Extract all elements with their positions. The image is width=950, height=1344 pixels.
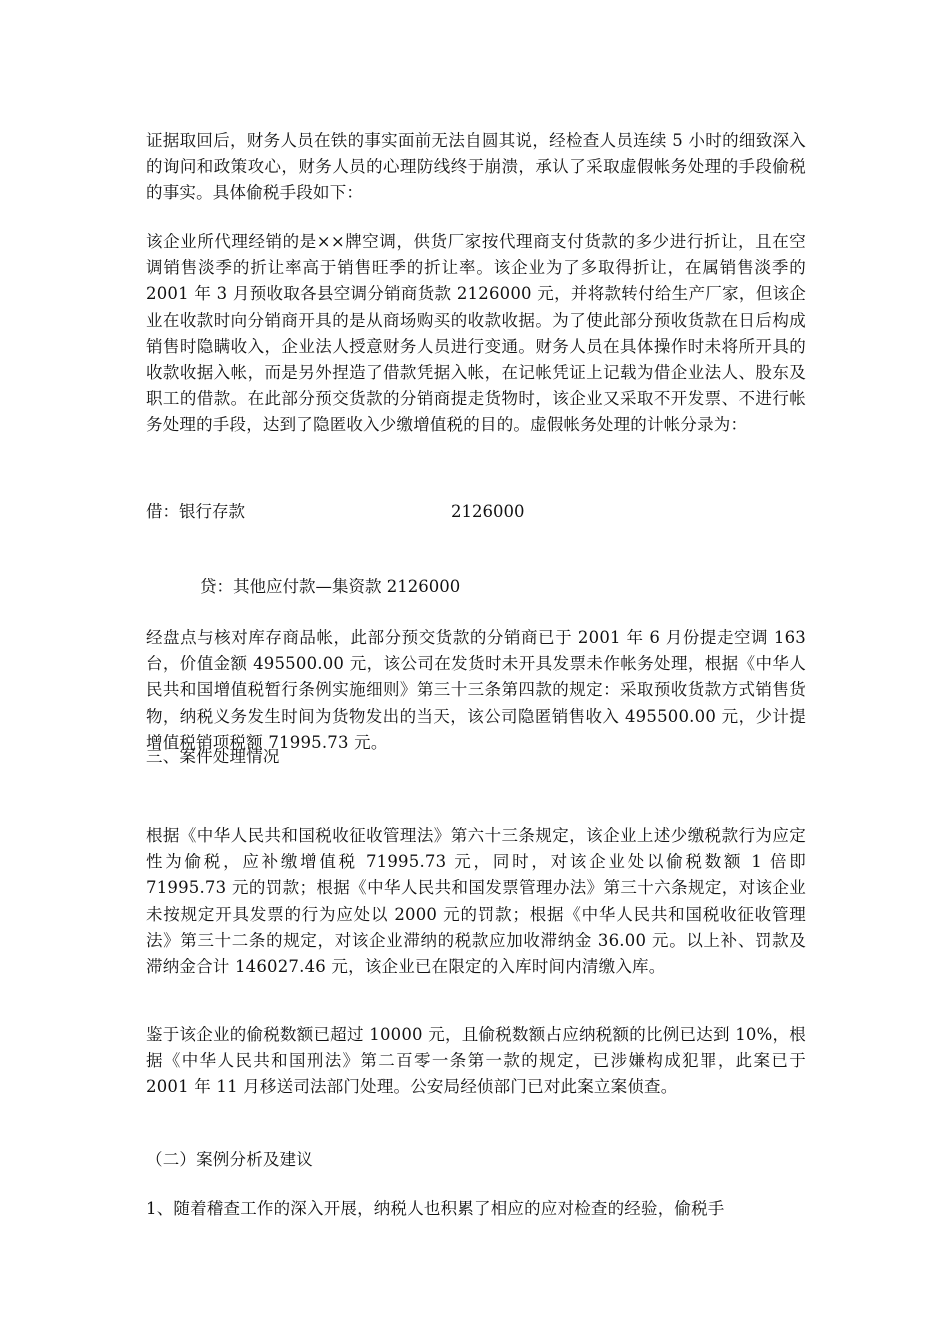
paragraph-penalties: 根据《中华人民共和国税收征收管理法》第六十三条规定，该企业上述少缴税款行为应定性为偷税，应补缴增值税 71995.73 元，同时，对该企业处以偷税数额 1 倍即 71995.73 元的罚款；根据《中华人民共和国发票管理办法》第三十六条规定，对该企业未按规定开具发票的行为应处以 2000 元的罚款；根据《中华人民共和国税收征收管理法》第三十二条的规定，对该企业滞纳的税款应加收滞纳金 36.00 元。以上补、罚款及滞纳金合计 146027.46 元，该企业已在限定的入库时间内清缴入库。 xyxy=(146,826,806,977)
journal-debit-entry: 借：银行存款 xyxy=(146,502,245,521)
journal-credit-entry: 贷：其他应付款—集资款 2126000 xyxy=(200,577,461,596)
journal-debit-amount: 2126000 xyxy=(451,502,525,521)
section-heading-case-analysis: （二）案例分析及建议 xyxy=(146,1150,313,1169)
paragraph-criminal-referral: 鉴于该企业的偷税数额已超过 10000 元，且偷税数额占应纳税额的比例已达到 10%，根据《中华人民共和国刑法》第二百零一条第一款的规定，已涉嫌构成犯罪，此案已于 2001 年 11 月移送司法部门处理。公安局经侦部门已对此案立案侦查。 xyxy=(146,1025,806,1097)
paragraph-inventory-check: 经盘点与核对库存商品帐，此部分预交货款的分销商已于 2001 年 6 月份提走空调 163 台，价值金额 495500.00 元，该公司在发货时未开具发票未作帐务处理，根据《中华人民共和国增值税暂行条例实施细则》第三十三条第四款的规定：采取预收货款方式销售货物，纳税义务发生时间为货物发出的当天，该公司隐匿销售收入 495500.00 元，少计提增值税销项税额 71995.73 元。 xyxy=(146,628,806,752)
paragraph-evasion-method: 该企业所代理经销的是××牌空调，供货厂家按代理商支付货款的多少进行折让，且在空调销售淡季的折让率高于销售旺季的折让率。该企业为了多取得折让，在属销售淡季的 2001 年 3 月预收取各县空调分销商货款 2126000 元，并将款转付给生产厂家，但该企业在收款时向分销商开具的是从商场购买的收款收据。为了使此部分预收货款在日后构成销售时隐瞒收入，企业法人授意财务人员进行变通。财务人员在具体操作时未将所开具的收款收据入帐，而是另外捏造了借款凭据入帐，在记帐凭证上记载为借企业法人、股东及职工的借款。在此部分预交货款的分销商提走货物时，该企业又采取不开发票、不进行帐务处理的手段，达到了隐匿收入少缴增值税的目的。虚假帐务处理的计帐分录为： xyxy=(146,232,806,435)
paragraph-evidence-confession: 证据取回后，财务人员在铁的事实面前无法自圆其说，经检查人员连续 5 小时的细致深入的询问和政策攻心，财务人员的心理防线终于崩溃，承认了采取虚假帐务处理的手段偷税的事实。具体偷税手段如下： xyxy=(146,131,806,203)
paragraph-analysis-point-1: 1、随着稽查工作的深入开展，纳税人也积累了相应的应对检查的经验，偷税手 xyxy=(146,1199,725,1218)
section-heading-case-handling: 三、案件处理情况 xyxy=(146,747,280,766)
